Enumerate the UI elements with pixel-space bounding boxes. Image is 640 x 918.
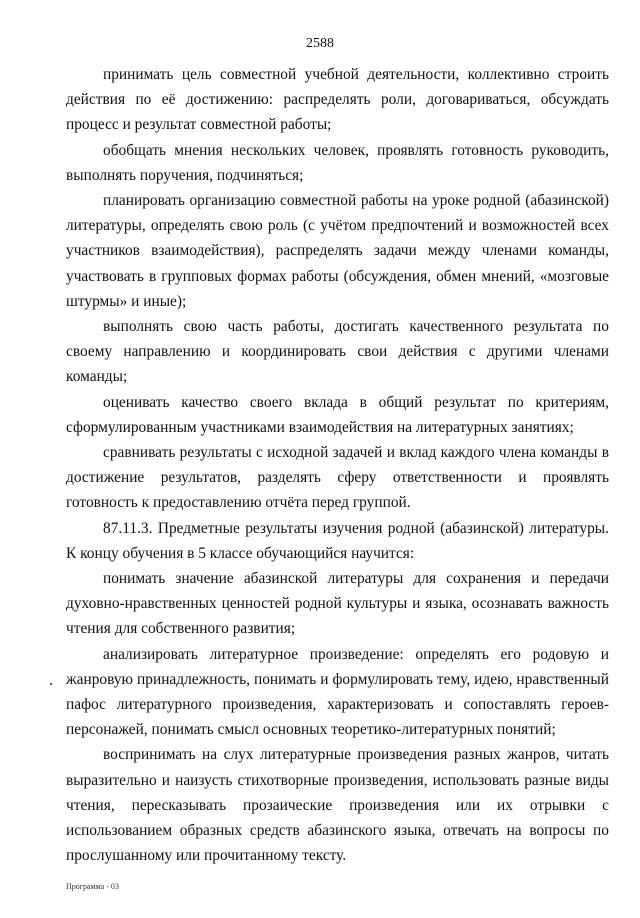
paragraph: анализировать литературное произведение: определять его родовую и жанровую принадлежность, понимать и формулировать тему, идею, нравственный пафос литературного произведения, характеризовать и сопоставлять героев-персонажей, понимать смысл основных теоретико-литературных понятий; [66, 645, 609, 739]
paragraph: обобщать мнения нескольких человек, проявлять готовность руководить, выполнять поручения, подчиняться; [66, 141, 609, 184]
page-number: 2588 [306, 36, 334, 51]
paragraph: оценивать качество своего вклада в общий результат по критериям, сформулированным участниками взаимодействия на литературных занятиях; [66, 393, 609, 436]
paragraph: планировать организацию совместной работы на уроке родной (абазинской) литературы, определять свою роль (с учётом предпочтений и возможностей всех участников взаимодействия), распределять задачи между членами команды, участвовать в групповых формах работы (обсуждения, обмен мнений, «мозговые штурмы» и иные); [66, 192, 609, 310]
scan-speck [50, 683, 52, 685]
paragraph: выполнять свою часть работы, достигать качественного результата по своему направлению и координировать свои действия с другими членами команды; [66, 318, 609, 386]
paragraph: принимать цель совместной учебной деятельности, коллективно строить действия по её достижению: распределять роли, договариваться, обсуждать процесс и результат совместной работы; [66, 66, 609, 134]
page-footer: Программа - 03 [66, 882, 119, 891]
document-body [66, 62, 609, 869]
paragraph: понимать значение абазинской литературы для сохранения и передачи духовно-нравственных ценностей родной культуры и языка, осознавать важность чтения для собственного развития; [66, 570, 609, 638]
paragraph: сравнивать результаты с исходной задачей и вклад каждого члена команды в достижение результатов, разделять сферу ответственности и проявлять готовность к предоставлению отчёта перед группой. [66, 444, 609, 512]
paragraph: воспринимать на слух литературные произведения разных жанров, читать выразительно и наизусть стихотворные произведения, использовать разные виды чтения, пересказывать прозаические произведения или их отрывки с использованием образных средств абазинского языка, отвечать на вопросы по прослушанному или прочитанному тексту. [66, 746, 609, 865]
section-heading-paragraph: 87.11.3. Предметные результаты изучения родной (абазинской) литературы. К концу обучения в 5 классе обучающийся научится: [66, 519, 609, 562]
